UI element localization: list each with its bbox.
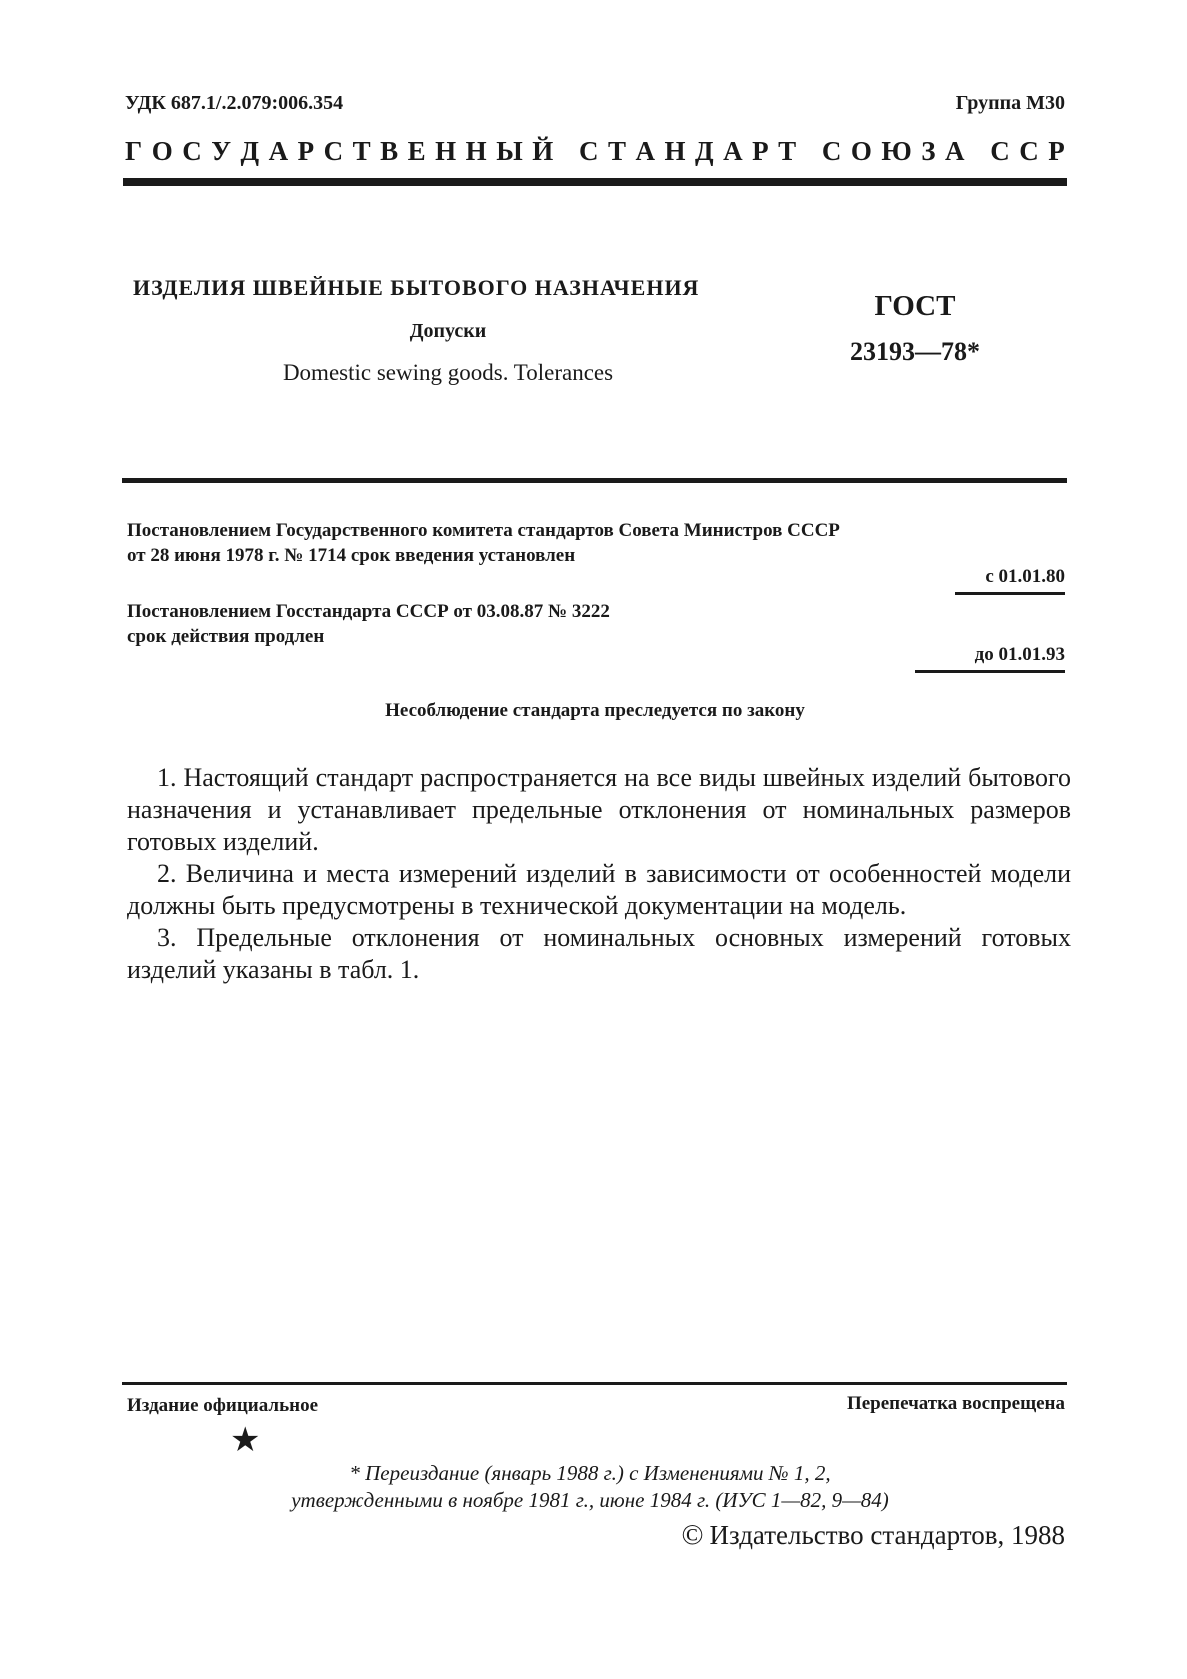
state-title-letter: С [578,136,599,166]
effective-date [955,566,1065,595]
decree2-line2: срок действия продлен [127,626,325,647]
state-title-letter: Т [607,136,626,166]
clause-1: 1. Настоящий стандарт распространяется на все виды швейных изделий бытового назначения и устанавливает предельные отклонения от номинальных размеров готовых изделий. [127,763,1071,856]
clause-3: 3. Предельные отклонения от номинальных основных измерений готовых изделий указаны в табл. 1. [127,923,1071,984]
state-title-letter: Й [532,136,554,166]
extended-date-rule [915,670,1065,673]
publisher [681,1519,1065,1552]
state-title-letter [563,136,570,167]
decree1-line2: от 28 июня 1978 г. № 1714 срок введения установлен [127,545,576,566]
state-title-letter: Н [465,136,487,166]
official-edition: Издание официальное [127,1395,319,1416]
decree1-line1: Постановлением Государственного комитета стандартов Совета Министров СССР [127,520,840,541]
state-title-letter: Д [240,136,260,166]
reprint-note [200,1460,980,1514]
state-title-letter: С [323,136,344,166]
state-title-letter [974,136,981,167]
group-code: Группа М30 [955,92,1065,114]
effective-date-rule [955,592,1065,595]
star-icon: ★ [230,1422,261,1459]
legal-warning: Несоблюдение стандарта преследуется по закону [385,700,805,721]
state-title-letter: А [945,136,965,166]
state-title-letter: Р [297,136,315,166]
footer-rule [122,1382,1067,1385]
state-title-letter: У [211,136,232,166]
publisher-text: Издательство стандартов, 1988 [709,1520,1065,1550]
state-title-letter: Т [352,136,371,166]
state-title-letter: О [850,136,872,166]
state-title-letter: С [1019,136,1039,166]
copyright-icon: © [681,1519,704,1551]
state-title-letter: С [990,136,1010,166]
state-standard-title [125,136,1065,167]
state-title-letter: О [151,136,173,166]
udk-code: УДК 687.1/.2.079:006.354 [125,92,344,114]
state-title-letter: Н [664,136,686,166]
effective-date-text: с 01.01.80 [985,566,1065,587]
state-title-letter: Н [435,136,457,166]
state-title-letter: Т [778,136,797,166]
state-title-letter: З [921,136,936,166]
state-title-letter: Р [752,136,769,166]
reprint-line2: утвержденными в ноябре 1981 г., июне 1984 г. (ИУС 1—82, 9—84) [291,1488,889,1512]
state-title-letter: Г [125,136,143,166]
header-rule [123,178,1067,186]
document-subtitle: Допуски [409,320,487,342]
gost-label: ГОСТ [874,290,956,322]
state-title-letter: Д [695,136,714,166]
state-title-letter: Ю [881,136,912,166]
state-title-letter: А [268,136,289,166]
state-title-letter: А [723,136,743,166]
extended-date-text: до 01.01.93 [974,644,1065,665]
document-title: ИЗДЕЛИЯ ШВЕЙНЫЕ БЫТОВОГО НАЗНАЧЕНИЯ [133,275,700,300]
clause-2: 2. Величина и места измерений изделий в зависимости от особенностей модели должны быть предусмотрены в технической документации на модель. [127,859,1071,920]
reprint-line1: * Переиздание (январь 1988 г.) с Изменениями № 1, 2, [349,1461,831,1485]
decree2-line1: Постановлением Госстандарта СССР от 03.08.87 № 3222 [127,601,610,622]
title-rule [122,478,1067,483]
reprint-prohibited: Перепечатка воспрещена [846,1393,1065,1414]
state-title-letter: С [821,136,842,166]
state-title-letter [806,136,813,167]
state-title-letter: А [635,136,655,166]
state-title-letter: Е [407,136,426,166]
gost-number: 23193—78* [850,337,980,366]
state-title-letter: С [182,136,202,166]
state-title-letter: В [380,136,399,166]
body-text [127,762,1071,986]
extended-date [915,644,1065,673]
state-title-letter: Р [1048,136,1065,166]
document-title-en: Domestic sewing goods. Tolerances [282,360,614,385]
state-title-letter: Ы [496,136,523,166]
